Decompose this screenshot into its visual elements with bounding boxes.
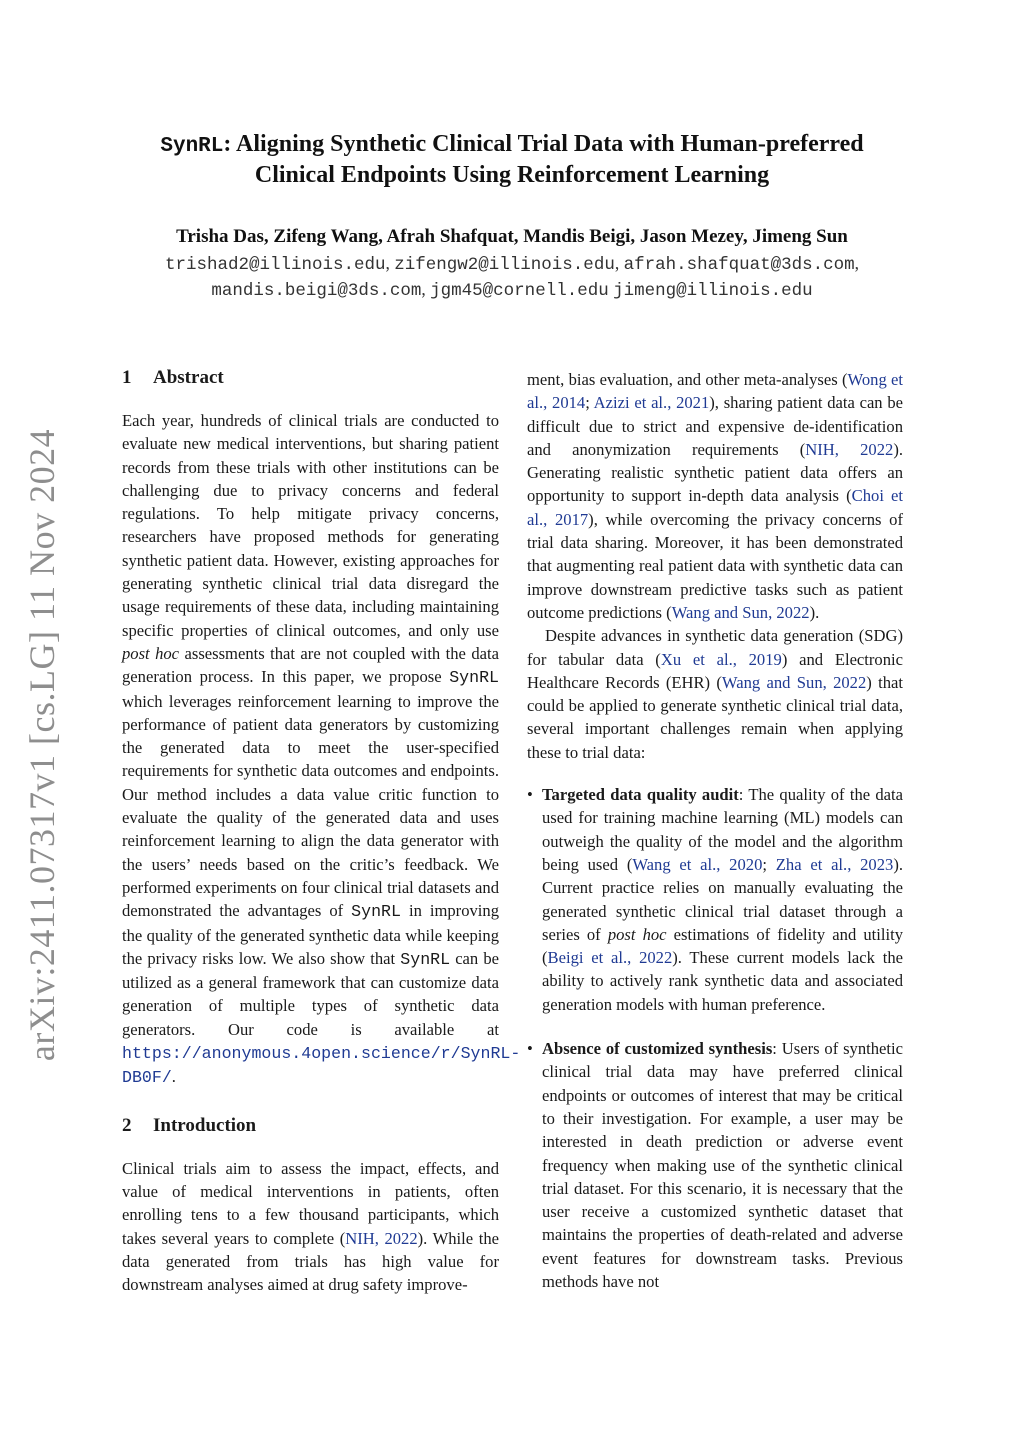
paper-title xyxy=(0,130,1024,190)
title-line1: : Aligning Synthetic Clinical Trial Data with Human-preferred xyxy=(223,131,864,157)
list-item: • Absence of customized synthesis: Users of synthetic clinical trial data may have preferred clinical endpoints or outcomes of interest that may be critical to their investigation. For example, a user may be interested in death prediction or adverse event frequency when making use of the synthetic clinical trial dataset. For this scenario, it is necessary that the user receive a customized synthetic dataset that maintains the properties of death-related and adverse event features for downstream tasks. Previous methods have not xyxy=(527,1039,904,1291)
intro-paragraph-challenges: Despite advances in synthetic data generation (SDG) for tabular data (Xu et al., 2019) and Electronic Healthcare Records (EHR) (Wang and Sun, 2022) that could be applied to generate synthetic clinical trial data, several important challenges remain when applying these to trial data: xyxy=(527,626,903,762)
code-name: SynRL xyxy=(449,668,499,688)
section-number: 1 xyxy=(122,367,132,388)
email[interactable]: trishad2@illinois.edu xyxy=(164,255,386,275)
section-number: 2 xyxy=(122,1114,132,1136)
email[interactable]: zifengw2@illinois.edu xyxy=(394,255,615,275)
section-title: Introduction xyxy=(153,1114,257,1136)
citation-link[interactable]: Wong et al., 2014 xyxy=(527,370,903,413)
bullet-heading: Targeted data quality audit xyxy=(542,785,739,805)
challenge-list xyxy=(527,783,903,1293)
abstract-paragraph: Each year, hundreds of clinical trials are conducted to evaluate new medical interventions, but sharing patient records from these trials with other institutions can be challenging due to privacy concerns and federal regulations. To help mitigate privacy concerns, researchers have proposed methods for generating synthetic patient data. However, existing approaches for generating synthetic clinical trial data disregard the usage requirements of these data, including maintaining specific properties of clinical outcomes, and only use post hoc assessments that are not coupled with the data generation process. In this paper, we propose SynRL which leverages reinforcement learning to improve the performance of patient data generators by customizing the generated data to meet the user-specified requirements for synthetic data outcomes and endpoints. Our method includes a data value critic function to evaluate the quality of the generated data and uses reinforcement learning to align the data generator with the users’ needs based on the critic’s feedback. We performed experiments on four clinical trial datasets and demonstrated the advantages of SynRL in improving the quality of the generated synthetic data while keeping the privacy risks low. We also show that SynRL can be utilized as a general framework that can customize data generation of multiple types of synthetic data generators. Our code is available at https://anonymous.4open.science/r/SynRL-DB0F/. xyxy=(122,411,521,1088)
section-title: Abstract xyxy=(153,367,224,388)
code-url-link[interactable]: https://anonymous.4open.science/r/SynRL-DB0F/ xyxy=(122,1044,521,1088)
author-emails: trishad2@illinois.edu, zifengw2@illinois.edu, afrah.shafquat@3ds.com, mandis.beigi@3ds.com, jgm45@cornell.edu jimeng@illinois.edu xyxy=(164,253,859,301)
author-list: Trisha Das, Zifeng Wang, Afrah Shafquat, Mandis Beigi, Jason Mezey, Jimeng Sun xyxy=(176,226,848,247)
left-column xyxy=(122,366,521,1296)
citation-link[interactable]: Beigi et al., 2022 xyxy=(547,948,673,968)
section-heading-abstract xyxy=(122,366,499,390)
title-line2: Clinical Endpoints Using Reinforcement Learning xyxy=(254,162,770,188)
right-column xyxy=(527,368,903,1314)
arxiv-identifier-stamp: arXiv:2411.07317v1 [cs.LG] 11 Nov 2024 xyxy=(22,428,62,1062)
citation-link[interactable]: Azizi et al., 2021 xyxy=(593,393,710,413)
title-code-name: SynRL xyxy=(160,135,224,158)
citation-link[interactable]: Wang et al., 2020 xyxy=(632,854,763,874)
email[interactable]: jimeng@illinois.edu xyxy=(613,281,813,301)
bullet-heading: Absence of customized synthesis xyxy=(542,1039,773,1059)
citation-link[interactable]: Wang and Sun, 2022 xyxy=(671,602,810,622)
intro-paragraph: Clinical trials aim to assess the impact, effects, and value of medical interventions in patients, often enrolling tens to a few thousand participants, which takes several years to complete (NIH, 2022). While the data generated from trials has high value for downstream analyses aimed at drug safety improve- xyxy=(122,1158,499,1295)
intro-paragraph-continued: ment, bias evaluation, and other meta-analyses (Wong et al., 2014; Azizi et al., 2021), sharing patient data can be difficult due to strict and expensive de-identification and anonymization requirements (NIH, 2022). Generating realistic synthetic patient data offers an opportunity to support in-depth data analysis (Choi et al., 2017), while overcoming the privacy concerns of trial data sharing. Moreover, it has been demonstrated that augmenting real patient data with synthetic data can improve downstream predictive tasks such as patient outcome predictions (Wang and Sun, 2022). xyxy=(527,370,904,622)
email[interactable]: jgm45@cornell.edu xyxy=(430,281,609,301)
paper-title-block xyxy=(0,130,1024,190)
email[interactable]: mandis.beigi@3ds.com xyxy=(211,281,422,301)
citation-link[interactable]: Xu et al., 2019 xyxy=(660,649,782,669)
code-name: SynRL xyxy=(400,949,451,969)
citation-link[interactable]: Wang and Sun, 2022 xyxy=(721,672,867,692)
code-name: SynRL xyxy=(351,902,401,922)
citation-link[interactable]: Zha et al., 2023 xyxy=(775,854,894,874)
citation-link[interactable]: NIH, 2022 xyxy=(805,439,894,459)
email[interactable]: afrah.shafquat@3ds.com xyxy=(623,255,855,275)
bullet-icon: • xyxy=(527,1039,533,1059)
section-heading-introduction xyxy=(122,1114,499,1138)
bullet-icon: • xyxy=(527,785,533,805)
citation-link[interactable]: NIH, 2022 xyxy=(345,1228,418,1248)
citation-link[interactable]: Choi et al., 2017 xyxy=(527,486,904,529)
list-item: • Targeted data quality audit: The quality of the data used for training machine learning (ML) models can outweigh the quality of the model and the algorithm being used (Wang et al., 2020; Zha et al., 2023). Current practice relies on manually evaluating the generated synthetic clinical trial dataset through a series of post hoc estimations of fidelity and utility (Beigi et al., 2022). These current models lack the ability to actively rank synthetic data and associated generation models with human preference. xyxy=(527,785,903,1014)
